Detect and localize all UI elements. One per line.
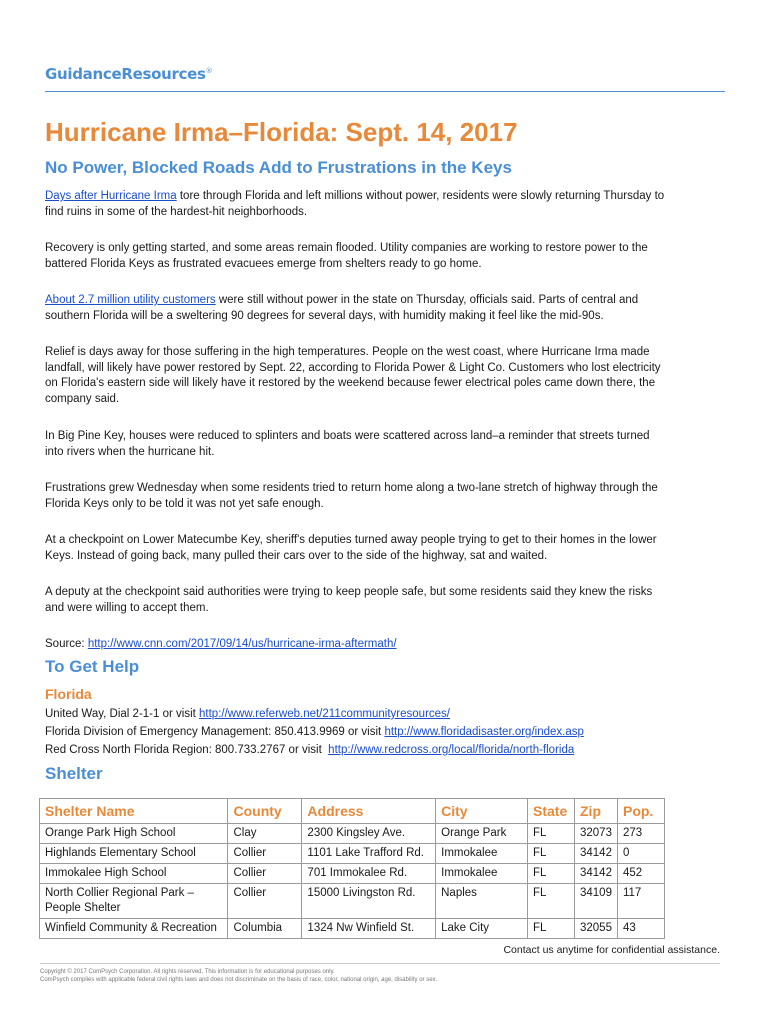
column-header-address: Address bbox=[302, 799, 436, 824]
table-row bbox=[40, 919, 665, 939]
pop-cell: 273 bbox=[617, 824, 664, 844]
utility-customers-link[interactable]: About 2.7 million utility customers bbox=[45, 294, 216, 306]
paragraph-7: At a checkpoint on Lower Matecumbe Key, sheriff's deputies turned away people trying to get to their homes in the lower Keys. Instead of going back, many pulled their cars over to the side of the highway, sat and waited. bbox=[45, 534, 657, 562]
paragraph-4: Relief is days away for those suffering in the high temperatures. People on the west coast, where Hurricane Irma made landfall, will likely have power restored by Sept. 22, according to Florida Power & Light Co. Customers who lost electricity on Florida's eastern side will likely have it restored by the weekend because fewer electrical poles came down there, the company said. bbox=[45, 346, 661, 405]
logo bbox=[45, 65, 212, 83]
redcross-line bbox=[45, 743, 574, 758]
city-cell: Naples bbox=[436, 884, 528, 919]
address-cell: 1324 Nw Winfield St. bbox=[302, 919, 436, 939]
address-cell: 1101 Lake Trafford Rd. bbox=[302, 844, 436, 864]
paragraph-6: Frustrations grew Wednesday when some residents tried to return home along a two-lane stretch of highway through the Florida Keys only to be told it was not yet safe enough. bbox=[45, 482, 658, 510]
paragraph-3 bbox=[45, 293, 665, 324]
table-row bbox=[40, 864, 665, 884]
united-way-text: United Way, Dial 2-1-1 or visit bbox=[45, 708, 200, 720]
city-cell: Immokalee bbox=[436, 864, 528, 884]
zip-cell: 32073 bbox=[575, 824, 618, 844]
shelter-name-cell: North Collier Regional Park – People Shelter bbox=[40, 884, 228, 919]
registered-mark: ® bbox=[205, 67, 213, 75]
column-header-shelter-name: Shelter Name bbox=[40, 799, 228, 824]
shelter-name-cell: Immokalee High School bbox=[40, 864, 228, 884]
get-help-heading: To Get Help bbox=[45, 657, 140, 676]
table-row bbox=[40, 884, 665, 919]
header-divider bbox=[45, 91, 725, 92]
pop-cell: 452 bbox=[617, 864, 664, 884]
pop-cell: 43 bbox=[617, 919, 664, 939]
city-cell: Orange Park bbox=[436, 824, 528, 844]
paragraph-3-text: were still without power in the state on Thursday, officials said. Parts of central and southern Florida will be a sweltering 90 degrees for several days, with humidity making it feel like the mid-90s. bbox=[45, 294, 639, 322]
floridadisaster-link[interactable]: http://www.floridadisaster.org/index.asp bbox=[384, 726, 584, 738]
compliance-notice: ComPsych complies with applicable federal civil rights laws and does not discriminate on the basis of race, color, national origin, age, disability or sex. bbox=[40, 977, 438, 983]
address-cell: 701 Immokalee Rd. bbox=[302, 864, 436, 884]
city-cell: Immokalee bbox=[436, 844, 528, 864]
hurricane-irma-link[interactable]: Days after Hurricane Irma bbox=[45, 190, 177, 202]
paragraph-8: A deputy at the checkpoint said authorities were trying to keep people safe, but some residents said they knew the risks and were willing to accept them. bbox=[45, 586, 653, 614]
city-cell: Lake City bbox=[436, 919, 528, 939]
table-row bbox=[40, 844, 665, 864]
pop-cell: 117 bbox=[617, 884, 664, 919]
paragraph-1-text: tore through Florida and left millions without power, residents were slowly returning Thursday to find ruins in some of the hardest-hit neighborhoods. bbox=[45, 190, 665, 218]
column-header-city: City bbox=[436, 799, 528, 824]
county-cell: Collier bbox=[228, 864, 302, 884]
referweb-link[interactable]: http://www.referweb.net/211communityresources/ bbox=[199, 708, 450, 720]
column-header-zip: Zip bbox=[575, 799, 618, 824]
state-cell: FL bbox=[528, 844, 575, 864]
zip-cell: 34142 bbox=[575, 844, 618, 864]
column-header-pop: Pop. bbox=[617, 799, 664, 824]
contact-tagline: Contact us anytime for confidential assistance. bbox=[503, 944, 720, 956]
logo-text: GuidanceResources bbox=[45, 65, 206, 83]
fdem-text: Florida Division of Emergency Management: 850.413.9969 or visit bbox=[45, 726, 385, 738]
shelter-name-cell: Winfield Community & Recreation bbox=[40, 919, 228, 939]
redcross-text: Red Cross North Florida Region: 800.733.2767 or visit bbox=[45, 744, 329, 756]
column-header-county: County bbox=[228, 799, 302, 824]
footer-divider bbox=[40, 963, 720, 964]
county-cell: Columbia bbox=[228, 919, 302, 939]
address-cell: 2300 Kingsley Ave. bbox=[302, 824, 436, 844]
article-subtitle: No Power, Blocked Roads Add to Frustrations in the Keys bbox=[45, 158, 512, 177]
county-cell: Clay bbox=[228, 824, 302, 844]
pop-cell: 0 bbox=[617, 844, 664, 864]
paragraph-1 bbox=[45, 189, 665, 220]
zip-cell: 34142 bbox=[575, 864, 618, 884]
source-line bbox=[45, 637, 397, 652]
shelter-name-cell: Highlands Elementary School bbox=[40, 844, 228, 864]
state-cell: FL bbox=[528, 884, 575, 919]
zip-cell: 34109 bbox=[575, 884, 618, 919]
shelter-table bbox=[39, 798, 665, 939]
shelter-heading: Shelter bbox=[45, 764, 103, 783]
state-cell: FL bbox=[528, 864, 575, 884]
table-header-row bbox=[40, 799, 665, 824]
zip-cell: 32055 bbox=[575, 919, 618, 939]
county-cell: Collier bbox=[228, 844, 302, 864]
column-header-state: State bbox=[528, 799, 575, 824]
florida-heading: Florida bbox=[45, 686, 92, 702]
state-cell: FL bbox=[528, 824, 575, 844]
address-cell: 15000 Livingston Rd. bbox=[302, 884, 436, 919]
paragraph-2: Recovery is only getting started, and some areas remain flooded. Utility companies are working to restore power to the battered Florida Keys as frustrated evacuees emerge from shelters ready to go home. bbox=[45, 242, 648, 270]
copyright-notice: Copyright © 2017 ComPsych Corporation. All rights reserved. This information is for educational purposes only. bbox=[40, 969, 335, 975]
source-link[interactable]: http://www.cnn.com/2017/09/14/us/hurricane-irma-aftermath/ bbox=[87, 638, 397, 650]
state-cell: FL bbox=[528, 919, 575, 939]
page-title: Hurricane Irma–Florida: Sept. 14, 2017 bbox=[45, 117, 518, 147]
fdem-line bbox=[45, 725, 584, 740]
source-label: Source: bbox=[45, 638, 88, 650]
united-way-line bbox=[45, 707, 450, 722]
redcross-link[interactable]: http://www.redcross.org/local/florida/north-florida bbox=[328, 744, 575, 756]
shelter-name-cell: Orange Park High School bbox=[40, 824, 228, 844]
county-cell: Collier bbox=[228, 884, 302, 919]
table-row bbox=[40, 824, 665, 844]
paragraph-5: In Big Pine Key, houses were reduced to splinters and boats were scattered across land–a reminder that streets turned into rivers when the hurricane hit. bbox=[45, 430, 650, 458]
